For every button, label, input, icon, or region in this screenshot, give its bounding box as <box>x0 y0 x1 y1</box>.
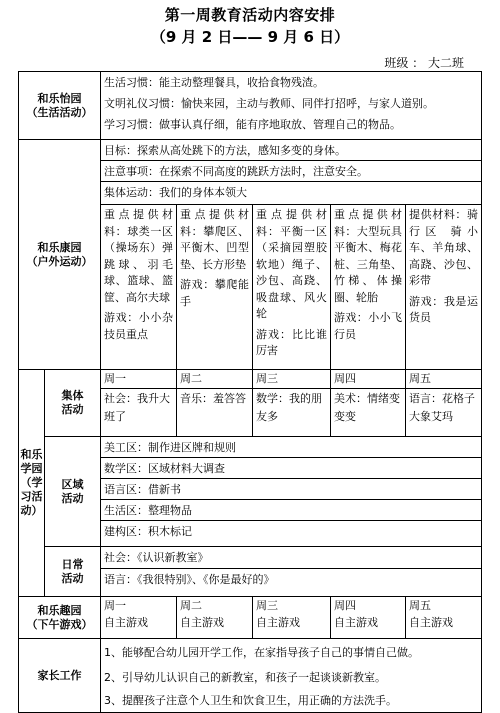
fun-activity: 自主游戏 <box>180 616 224 629</box>
fun-day-cell <box>406 597 482 639</box>
daily-activity-list <box>101 547 482 597</box>
fun-activity: 自主游戏 <box>334 616 378 629</box>
weekday-label: 周四 <box>334 599 356 612</box>
health-game: 游戏：比比谁厉害 <box>256 327 327 357</box>
daily-item: 社会：《认识新教室》 <box>101 547 481 569</box>
fun-day-cell <box>253 597 331 639</box>
life-garden-label-2: （生活活动） <box>26 105 93 119</box>
life-item: 学习习惯：做事认真仔细，能有序地取放、管理自己的物品。 <box>104 118 401 131</box>
parents-item: 3、提醒孩子注意个人卫生和饮食卫生，用正确的方法洗手。 <box>104 694 397 707</box>
group-day-cell <box>331 370 406 437</box>
area-item: 美工区：制作进区牌和规则 <box>101 437 481 458</box>
health-goal: 目标：探索从高处跳下的方法，感知多变的身体。 <box>101 140 481 161</box>
weekday-label: 周三 <box>253 370 330 389</box>
health-column <box>101 205 177 370</box>
row-life-garden <box>19 72 482 140</box>
weekday-label: 周一 <box>104 599 126 612</box>
group-day-cell <box>253 370 331 437</box>
weekday-label: 周五 <box>409 599 431 612</box>
health-column <box>331 205 406 370</box>
area-activity-label <box>45 437 101 547</box>
parents-item: 1、能够配合幼儿园开学工作，在家指导孩子自己的事情自己做。 <box>104 646 419 659</box>
health-garden-label-2: （户外运动） <box>26 254 93 268</box>
area-item: 建构区：积木标记 <box>104 525 192 538</box>
health-game: 游戏：小小杂技员重点 <box>104 311 173 341</box>
fun-day-cell <box>177 597 253 639</box>
group-activity: 数学：我的朋友多 <box>256 392 322 423</box>
life-garden-label <box>19 72 101 140</box>
weekday-label: 周三 <box>256 599 278 612</box>
date-range: （9 月 2 日—— 9 月 6 日） <box>150 28 350 46</box>
area-item: 语言区：借新书 <box>101 479 481 500</box>
fun-day-cell <box>331 597 406 639</box>
health-notice: 注意事项：在探索不同高度的跳跃方法时，注意安全。 <box>101 161 481 182</box>
daily-item: 语言：《我很特别》、《你是最好的》 <box>104 573 275 586</box>
group-day-cell <box>406 370 482 437</box>
area-item: 生活区：整理物品 <box>101 500 481 521</box>
fun-garden-label <box>19 597 101 639</box>
daily-label-2: 活动 <box>61 571 84 585</box>
study-label-2: 学园 <box>20 462 43 475</box>
parents-item: 2、引导幼儿认识自己的新教室，和孩子一起谈谈新教室。 <box>104 671 386 684</box>
class-label: 班级 ： 大二班 <box>384 56 464 70</box>
area-item: 数学区：区域材料大调查 <box>101 458 481 479</box>
life-item: 文明礼仪习惯：愉快来园，主动与教师、同伴打招呼，与家人道别。 <box>104 97 434 110</box>
fun-activity: 自主游戏 <box>104 616 148 629</box>
health-materials: 重点提供材料：攀爬区、平衡木、凹型垫、长方形垫 <box>180 208 249 271</box>
weekday-label: 周二 <box>180 599 202 612</box>
weekday-label: 周一 <box>101 370 176 389</box>
study-label-4: 习活 <box>20 490 43 503</box>
row-health-garden-top <box>19 140 482 205</box>
group-day-cell <box>177 370 253 437</box>
health-materials: 重点提供材料：球类一区（操场东）弹跳球、羽毛球、篮球、篮筐、高尔夫球 <box>104 208 173 304</box>
group-label-1: 集体 <box>61 389 84 402</box>
schedule-table <box>18 71 482 713</box>
weekday-label: 周五 <box>406 370 481 389</box>
group-activity: 社会：我升大班了 <box>104 392 170 423</box>
fun-activity: 自主游戏 <box>256 616 300 629</box>
row-parents <box>19 639 482 713</box>
row-fun-garden <box>19 597 482 639</box>
daily-label-1: 日常 <box>61 557 84 571</box>
health-garden-info <box>101 140 482 205</box>
health-garden-label <box>19 140 101 370</box>
area-label-2: 活动 <box>61 491 84 505</box>
health-materials: 重点提供材料：平衡一区（采摘园塑胶软地）绳子、沙包、高跷、吸盘球、风火轮 <box>256 208 327 320</box>
health-column <box>406 205 482 370</box>
study-label-1: 和乐 <box>20 448 43 461</box>
health-column <box>177 205 253 370</box>
area-activity-list <box>101 437 482 547</box>
weekday-label: 周四 <box>331 370 405 389</box>
life-item: 生活习惯：能主动整理餐具，收拾食物残渣。 <box>104 76 324 89</box>
group-label-2: 活动 <box>61 403 84 416</box>
area-label-1: 区域 <box>61 477 84 491</box>
parents-label <box>19 639 101 713</box>
health-materials: 提供材料：骑行区 骑小车、羊角球、高跷、沙包、彩带 <box>409 208 479 287</box>
fun-garden-label-2: （下午游戏） <box>26 617 93 631</box>
health-game: 游戏：小小飞行员 <box>334 311 402 341</box>
study-label-5: 动） <box>20 504 43 517</box>
health-column <box>253 205 331 370</box>
row-study-daily <box>19 547 482 597</box>
health-materials: 重点提供材料：大型玩具平衡木、梅花桩、三角垫、竹梯、体操圈、轮胎 <box>334 208 402 304</box>
parents-label-text: 家长工作 <box>37 668 82 682</box>
fun-garden-label-1: 和乐趣园 <box>37 603 82 617</box>
study-label-3: （学 <box>20 476 43 489</box>
health-garden-label-1: 和乐康园 <box>37 240 82 254</box>
daily-activity-label <box>45 547 101 597</box>
life-garden-content <box>101 72 482 140</box>
fun-day-cell <box>101 597 177 639</box>
fun-activity: 自主游戏 <box>409 616 453 629</box>
group-activity: 音乐：羞答答 <box>180 392 246 405</box>
group-activity: 美术：情绪变变变 <box>334 392 400 423</box>
weekday-label: 周二 <box>177 370 252 389</box>
row-study-group <box>19 370 482 437</box>
life-garden-label-1: 和乐怡园 <box>37 91 82 105</box>
group-activity: 语言：花格子大象艾玛 <box>409 392 475 423</box>
parents-content <box>101 639 482 713</box>
study-garden-label <box>19 370 45 597</box>
page-title: 第一周教育活动内容安排 <box>164 6 336 24</box>
health-game: 游戏：攀爬能手 <box>180 278 249 308</box>
health-game: 游戏：我是运货员 <box>409 294 479 324</box>
row-study-area <box>19 437 482 547</box>
group-day-cell <box>101 370 177 437</box>
health-group: 集体运动：我们的身体本领大 <box>104 186 247 199</box>
group-activity-label <box>45 370 101 437</box>
